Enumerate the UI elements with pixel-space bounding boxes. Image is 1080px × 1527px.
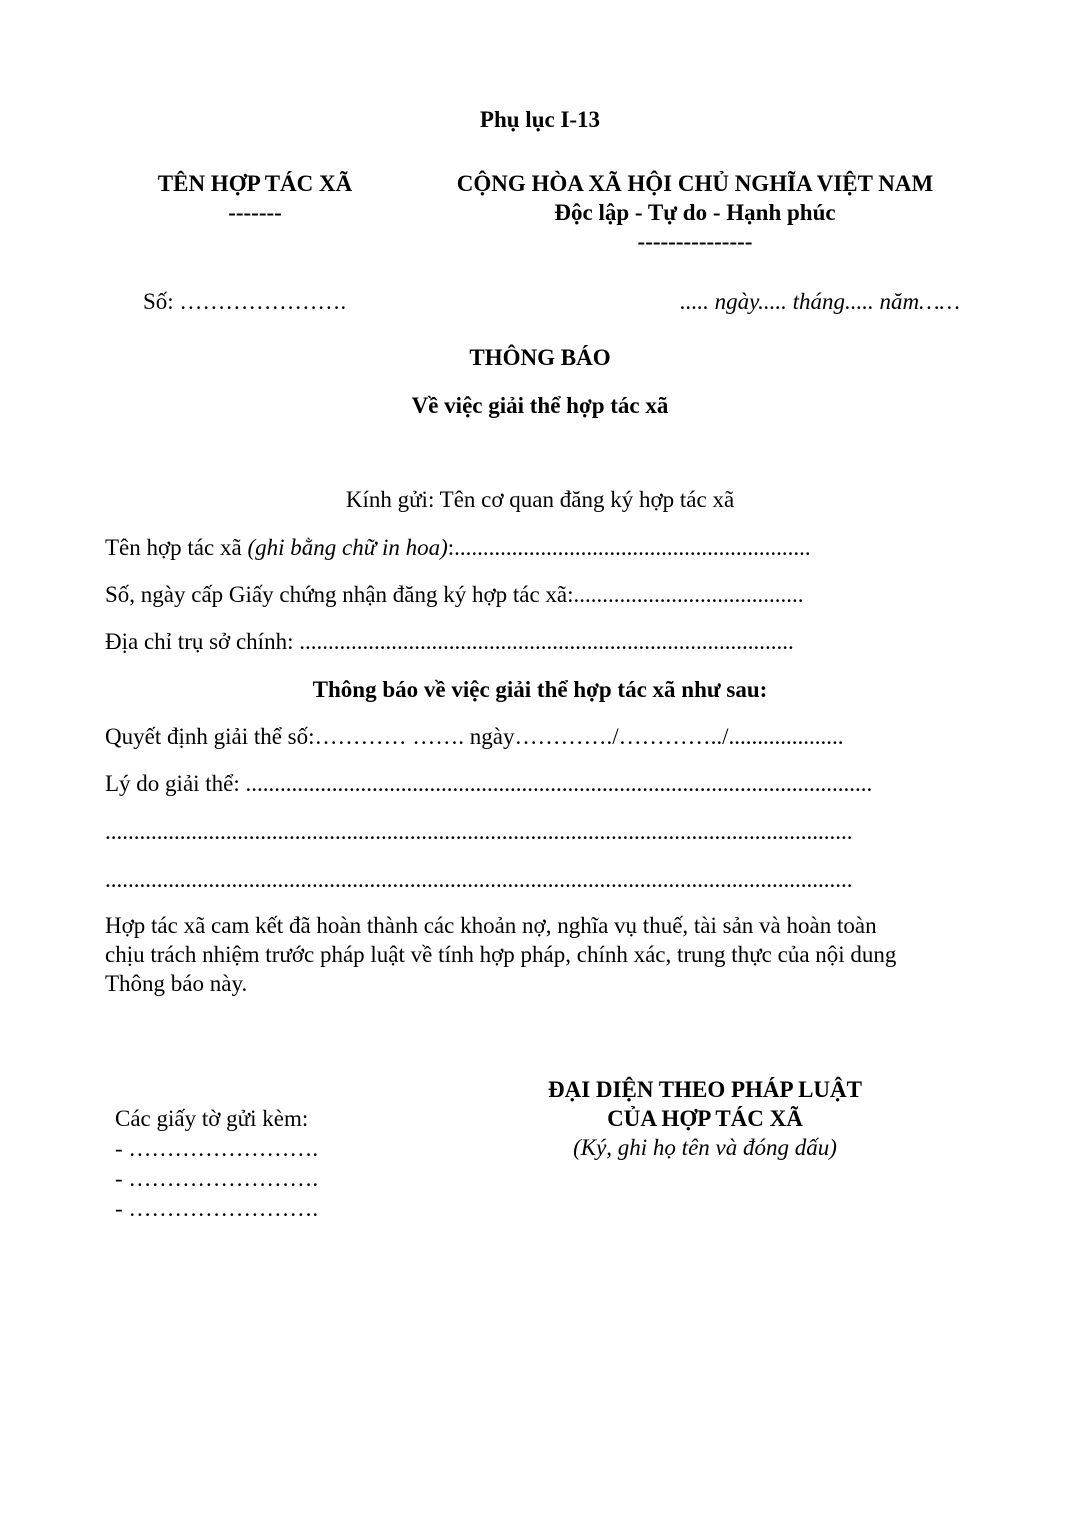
decision-field: Quyết định giải thể số:………… ……. ngày…………./…………../.................... — [105, 724, 844, 749]
cooperative-name-note: (ghi bằng chữ in hoa) — [247, 535, 448, 560]
nation-name: CỘNG HÒA XÃ HỘI CHỦ NGHĨA VIỆT NAM — [456, 171, 934, 196]
reason-continuation-2: .................................................................................................................................. — [105, 867, 853, 892]
signature-title-2: CỦA HỢP TÁC XÃ — [607, 1106, 803, 1131]
document-title: THÔNG BÁO — [469, 345, 611, 370]
section-heading: Thông báo về việc giải thể hợp tác xã như sau: — [312, 677, 768, 702]
signature-note: (Ký, ghi họ tên và đóng dấu) — [573, 1135, 837, 1160]
attachment-item: - ……………………. — [115, 1196, 319, 1221]
cooperative-name-label: Tên hợp tác xã — [105, 535, 248, 560]
org-name: TÊN HỢP TÁC XÃ — [157, 171, 353, 196]
reason-continuation-1: .................................................................................................................................. — [105, 819, 853, 844]
address-field: Địa chỉ trụ sở chính: ...................................................................................... — [105, 629, 794, 654]
certificate-field: Số, ngày cấp Giấy chứng nhận đăng ký hợp tác xã:........................................ — [105, 582, 804, 607]
commitment-line-2: chịu trách nhiệm trước pháp luật về tính hợp pháp, chính xác, trung thực của nội dung — [105, 942, 897, 967]
attachment-item: - ……………………. — [115, 1136, 319, 1161]
commitment-line-1: Hợp tác xã cam kết đã hoàn thành các khoản nợ, nghĩa vụ thuế, tài sản và hoàn toàn — [105, 913, 877, 938]
reason-field: Lý do giải thể: ............................................................................................................. — [105, 771, 873, 796]
motto-rule: --------------- — [637, 229, 753, 254]
attachment-item: - ……………………. — [115, 1166, 319, 1191]
motto: Độc lập - Tự do - Hạnh phúc — [554, 200, 836, 225]
org-rule: ------- — [228, 200, 282, 225]
document-number: Số: …………………. — [143, 289, 347, 314]
attachments-label: Các giấy tờ gửi kèm: — [115, 1106, 309, 1131]
signature-title-1: ĐẠI DIỆN THEO PHÁP LUẬT — [548, 1077, 862, 1102]
document-date: ..... ngày..... tháng..... năm…… — [680, 289, 960, 314]
cooperative-name-field — [105, 534, 811, 562]
recipient-line: Kính gửi: Tên cơ quan đăng ký hợp tác xã — [345, 487, 735, 512]
document-subtitle: Về việc giải thể hợp tác xã — [411, 393, 669, 418]
cooperative-name-dots: :.............................................................. — [447, 535, 811, 560]
commitment-line-3: Thông báo này. — [105, 971, 248, 996]
appendix-label: Phụ lục I-13 — [479, 107, 601, 132]
